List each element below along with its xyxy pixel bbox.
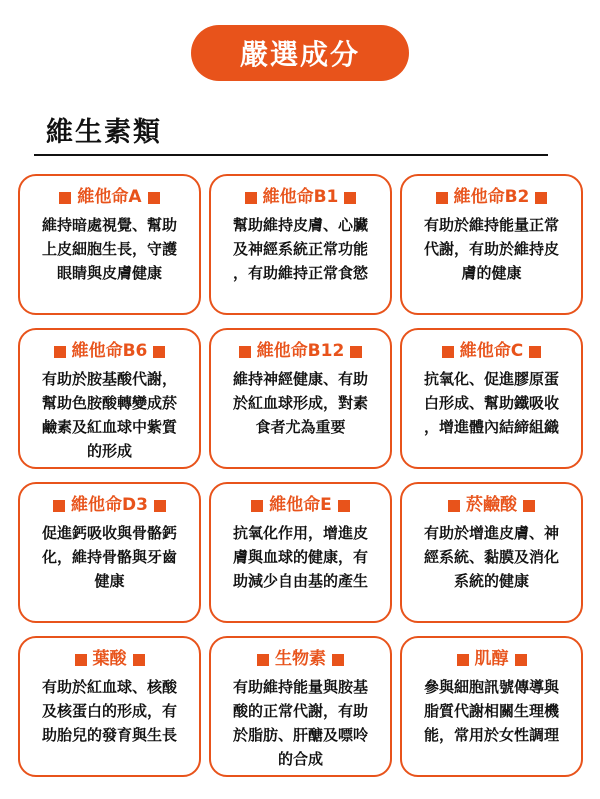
card-niacin: [400, 482, 583, 623]
square-bullet-icon: [251, 500, 263, 512]
card-description: 參與細胞訊號傳導與 脂質代謝相關生理機 能，常用於女性調理: [423, 678, 559, 744]
card-title: [257, 649, 344, 669]
card-vitamin-b6: [18, 328, 201, 469]
card-title-text: 維他命E: [269, 495, 332, 515]
square-bullet-icon: [53, 500, 65, 512]
square-bullet-icon: [153, 346, 165, 358]
card-description: 有助於紅血球、核酸 及核蛋白的形成，有 助胎兒的發育與生長: [41, 678, 177, 744]
card-title: [251, 495, 350, 515]
card-vitamin-d3: [18, 482, 201, 623]
card-title-text: 維他命C: [459, 341, 524, 361]
section-divider: [34, 154, 548, 156]
card-title-text: 維他命A: [77, 187, 142, 207]
card-vitamin-a: [18, 174, 201, 315]
square-bullet-icon: [75, 654, 87, 666]
card-description: 抗氧化作用，增進皮 膚與血球的健康，有 助減少自由基的產生: [232, 524, 368, 590]
card-title-text: 維他命B2: [453, 187, 530, 207]
square-bullet-icon: [448, 500, 460, 512]
square-bullet-icon: [154, 500, 166, 512]
card-description: 促進鈣吸收與骨骼鈣 化，維持骨骼與牙齒 健康: [41, 524, 177, 590]
card-description: 有助於維持能量正常 代謝，有助於維持皮 膚的健康: [423, 216, 559, 282]
square-bullet-icon: [344, 192, 356, 204]
card-vitamin-b1: [209, 174, 392, 315]
square-bullet-icon: [457, 654, 469, 666]
square-bullet-icon: [442, 346, 454, 358]
card-inositol: [400, 636, 583, 777]
card-title-text: 生物素: [275, 649, 326, 669]
card-vitamin-e: [209, 482, 392, 623]
square-bullet-icon: [535, 192, 547, 204]
card-title: [54, 341, 166, 361]
square-bullet-icon: [436, 192, 448, 204]
square-bullet-icon: [257, 654, 269, 666]
card-title: [75, 649, 145, 669]
card-description: 抗氧化、促進膠原蛋 白形成、幫助鐵吸收 ，增進體內結締組織: [423, 370, 559, 436]
card-title: [59, 187, 159, 207]
card-vitamin-c: [400, 328, 583, 469]
square-bullet-icon: [350, 346, 362, 358]
card-title-text: 維他命D3: [71, 495, 148, 515]
card-description: 幫助維持皮膚、心臟 及神經系統正常功能 ，有助維持正常食慾: [232, 216, 368, 282]
card-folic-acid: [18, 636, 201, 777]
card-vitamin-b12: [209, 328, 392, 469]
card-title: [442, 341, 541, 361]
square-bullet-icon: [54, 346, 66, 358]
card-description: 有助維持能量與胺基 酸的正常代謝，有助 於脂肪、肝醣及嘌呤 的合成: [232, 678, 368, 768]
square-bullet-icon: [523, 500, 535, 512]
square-bullet-icon: [239, 346, 251, 358]
ingredient-grid: [18, 174, 583, 786]
square-bullet-icon: [338, 500, 350, 512]
card-title-text: 維他命B12: [256, 341, 345, 361]
card-title-text: 肌醇: [474, 649, 509, 669]
square-bullet-icon: [133, 654, 145, 666]
square-bullet-icon: [515, 654, 527, 666]
card-title: [457, 649, 527, 669]
section-title: 維生素類: [46, 117, 162, 148]
card-biotin: [209, 636, 392, 777]
card-title-text: 菸鹼酸: [466, 495, 517, 515]
card-title: [448, 495, 535, 515]
card-description: 維持暗處視覺、幫助 上皮細胞生長，守護 眼睛與皮膚健康: [41, 216, 177, 282]
card-title-text: 維他命B1: [262, 187, 339, 207]
card-title-text: 維他命B6: [71, 341, 148, 361]
card-title: [245, 187, 357, 207]
square-bullet-icon: [332, 654, 344, 666]
card-title: [53, 495, 166, 515]
header-pill-label: 嚴選成分: [239, 38, 360, 71]
card-title: [436, 187, 548, 207]
card-vitamin-b2: [400, 174, 583, 315]
header-pill: [191, 25, 409, 81]
square-bullet-icon: [529, 346, 541, 358]
card-title-text: 葉酸: [92, 649, 127, 669]
square-bullet-icon: [245, 192, 257, 204]
card-description: 有助於增進皮膚、神 經系統、黏膜及消化 系統的健康: [423, 524, 559, 590]
card-title: [239, 341, 363, 361]
card-description: 有助於胺基酸代謝， 幫助色胺酸轉變成菸 鹼素及紅血球中紫質 的形成: [41, 370, 177, 460]
card-description: 維持神經健康、有助 於紅血球形成，對素 食者尤為重要: [232, 370, 368, 436]
square-bullet-icon: [148, 192, 160, 204]
square-bullet-icon: [59, 192, 71, 204]
